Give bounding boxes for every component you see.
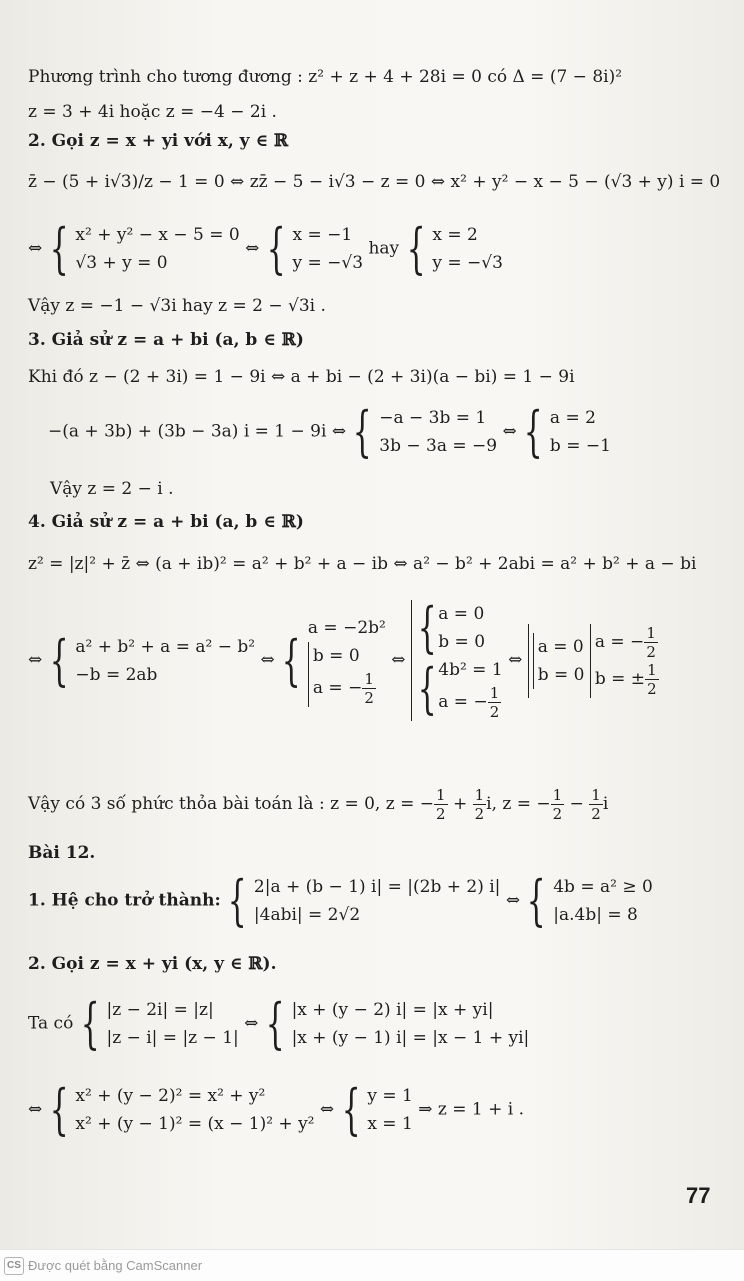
brace: {	[281, 628, 301, 692]
eq: x = −1	[292, 225, 353, 245]
text: +	[447, 794, 473, 814]
eq: |a.4b| = 8	[553, 905, 638, 925]
line-10: Vậy z = 2 − i .	[50, 479, 174, 499]
text: i, z = −	[486, 794, 551, 814]
brace: {	[80, 992, 100, 1055]
line-2: z = 3 + 4i hoặc z = −4 − 2i .	[28, 102, 277, 122]
brace: {	[49, 1078, 69, 1141]
eq: b = 0	[537, 664, 585, 685]
system-6	[28, 1078, 524, 1141]
text: 1. Hệ cho trở thành:	[28, 890, 221, 911]
eq: y = −√3	[432, 253, 503, 273]
line-1: Phương trình cho tương đương : z² + z + 4 + 28i = 0 có Δ = (7 − 8i)²	[28, 67, 623, 87]
fraction-num: 1	[489, 684, 500, 702]
brace: {	[227, 869, 247, 932]
fraction-den: 2	[474, 805, 485, 823]
line-7: 3. Giả sử z = a + bi (a, b ∈ ℝ)	[28, 330, 304, 350]
page-number: 77	[686, 1183, 711, 1208]
arrow: ⇔	[245, 238, 260, 259]
system-2	[48, 400, 611, 463]
line-12: z² = |z|² + z̄ ⇔ (a + ib)² = a² + b² + a − ib ⇔ a² − b² + 2abi = a² + b² + a − bi	[28, 554, 697, 574]
text: −	[564, 794, 590, 814]
eq: 4b = a² ≥ 0	[553, 877, 653, 897]
eq: |z − 2i| = |z|	[106, 1000, 214, 1020]
eq: a = −	[594, 631, 645, 652]
eq: 4b² = 1	[438, 660, 503, 680]
line-8: Khi đó z − (2 + 3i) = 1 − 9i ⇔ a + bi − (2 + 3i)(a − bi) = 1 − 9i	[28, 367, 575, 387]
brace: {	[406, 217, 426, 280]
arrow: ⇔	[319, 1099, 335, 1120]
eq: b = ±	[594, 668, 646, 689]
brace: {	[523, 400, 543, 463]
eq: b = 0	[438, 632, 486, 652]
eq: b = −1	[549, 436, 611, 456]
fraction-den: 2	[436, 805, 446, 823]
system-1	[28, 217, 503, 280]
brace: {	[527, 869, 547, 932]
eq: a = 0	[438, 604, 485, 624]
arrow: ⇔	[508, 650, 523, 670]
arrow: ⇔	[244, 1013, 259, 1034]
eq: x² + (y − 1)² = (x − 1)² + y²	[75, 1114, 315, 1134]
fraction-den: 2	[647, 679, 657, 698]
brace: {	[353, 400, 373, 463]
eq: |z − i| = |z − 1|	[106, 1028, 239, 1048]
system-3	[28, 596, 659, 721]
brace: {	[417, 656, 437, 720]
line-14	[28, 786, 608, 823]
eq: x² + y² − x − 5 = 0	[75, 225, 240, 245]
eq: √3 + y = 0	[75, 253, 168, 273]
eq: |4abi| = 2√2	[253, 905, 361, 925]
line-3: 2. Gọi z = x + yi với x, y ∈ ℝ	[28, 131, 289, 151]
camscanner-footer	[0, 1249, 744, 1281]
text: ⇒ z = 1 + i .	[418, 1099, 524, 1120]
eq: y = −√3	[292, 253, 364, 273]
eq: a = −	[312, 678, 363, 698]
eq: x = 2	[432, 225, 478, 245]
arrow: ⇔	[28, 238, 43, 259]
fraction-den: 2	[591, 805, 601, 823]
eq: y = 1	[367, 1086, 413, 1106]
arrow: ⇔	[28, 650, 43, 670]
eq: −b = 2ab	[75, 664, 158, 685]
brace: {	[49, 217, 69, 280]
brace: {	[417, 596, 437, 659]
eq: |x + (y − 1) i| = |x − 1 + yi|	[291, 1028, 530, 1048]
arrow: ⇔	[391, 650, 406, 670]
footer-text: Được quét bằng CamScanner	[28, 1258, 203, 1273]
fraction-num: 1	[364, 670, 374, 688]
fraction-num: 1	[647, 660, 657, 679]
brace: {	[49, 628, 69, 692]
arrow: ⇔	[502, 421, 517, 442]
brace: {	[341, 1078, 361, 1141]
eq: b = 0	[312, 646, 360, 666]
fraction-num: 1	[436, 786, 446, 804]
eq: a = 0	[537, 636, 584, 657]
word-hay: hay	[368, 238, 400, 259]
fraction-den: 2	[489, 703, 500, 721]
text: Ta có	[28, 1013, 74, 1034]
eq: x² + (y − 2)² = x² + y²	[75, 1086, 266, 1106]
line-6: Vậy z = −1 − √3i hay z = 2 − √3i .	[28, 296, 326, 316]
eq: x = 1	[367, 1114, 413, 1134]
eq: a² + b² + a = a² − b²	[75, 636, 256, 657]
eq: a = −	[438, 692, 488, 712]
eq: a = 2	[549, 408, 596, 428]
line-4: z̄ − (5 + i√3)/z − 1 = 0 ⇔ zz̄ − 5 − i√3 − z = 0 ⇔ x² + y² − x − 5 − (√3 + y) i = 0	[28, 172, 721, 192]
fraction-den: 2	[552, 805, 563, 823]
eq: 3b − 3a = −9	[379, 436, 498, 456]
arrow: ⇔	[505, 890, 521, 911]
arrow: ⇔	[28, 1099, 43, 1120]
system-4	[28, 869, 653, 932]
eq: −(a + 3b) + (3b − 3a) i = 1 − 9i ⇔	[48, 421, 347, 442]
fraction-num: 1	[474, 786, 485, 804]
brace: {	[265, 992, 285, 1055]
camscanner-icon: CS	[4, 1257, 24, 1275]
fraction-num: 1	[591, 786, 601, 804]
text: Vậy có 3 số phức thỏa bài toán là : z = 0, z = −	[28, 794, 434, 814]
fraction-num: 1	[646, 623, 656, 642]
system-5	[28, 992, 530, 1055]
line-11: 4. Giả sử z = a + bi (a, b ∈ ℝ)	[28, 512, 304, 532]
eq: a = −2b²	[307, 618, 386, 638]
text: i	[602, 794, 609, 814]
eq: 2|a + (b − 1) i| = |(2b + 2) i|	[253, 877, 501, 897]
arrow: ⇔	[260, 650, 275, 670]
eq: |x + (y − 2) i| = |x + yi|	[291, 1000, 494, 1020]
fraction-den: 2	[646, 642, 656, 661]
eq: −a − 3b = 1	[379, 408, 487, 428]
fraction-num: 1	[552, 786, 563, 804]
line-17: 2. Gọi z = x + yi (x, y ∈ ℝ).	[28, 954, 277, 974]
heading-bai-12: Bài 12.	[28, 843, 96, 863]
brace: {	[266, 217, 286, 280]
fraction-den: 2	[364, 689, 374, 707]
